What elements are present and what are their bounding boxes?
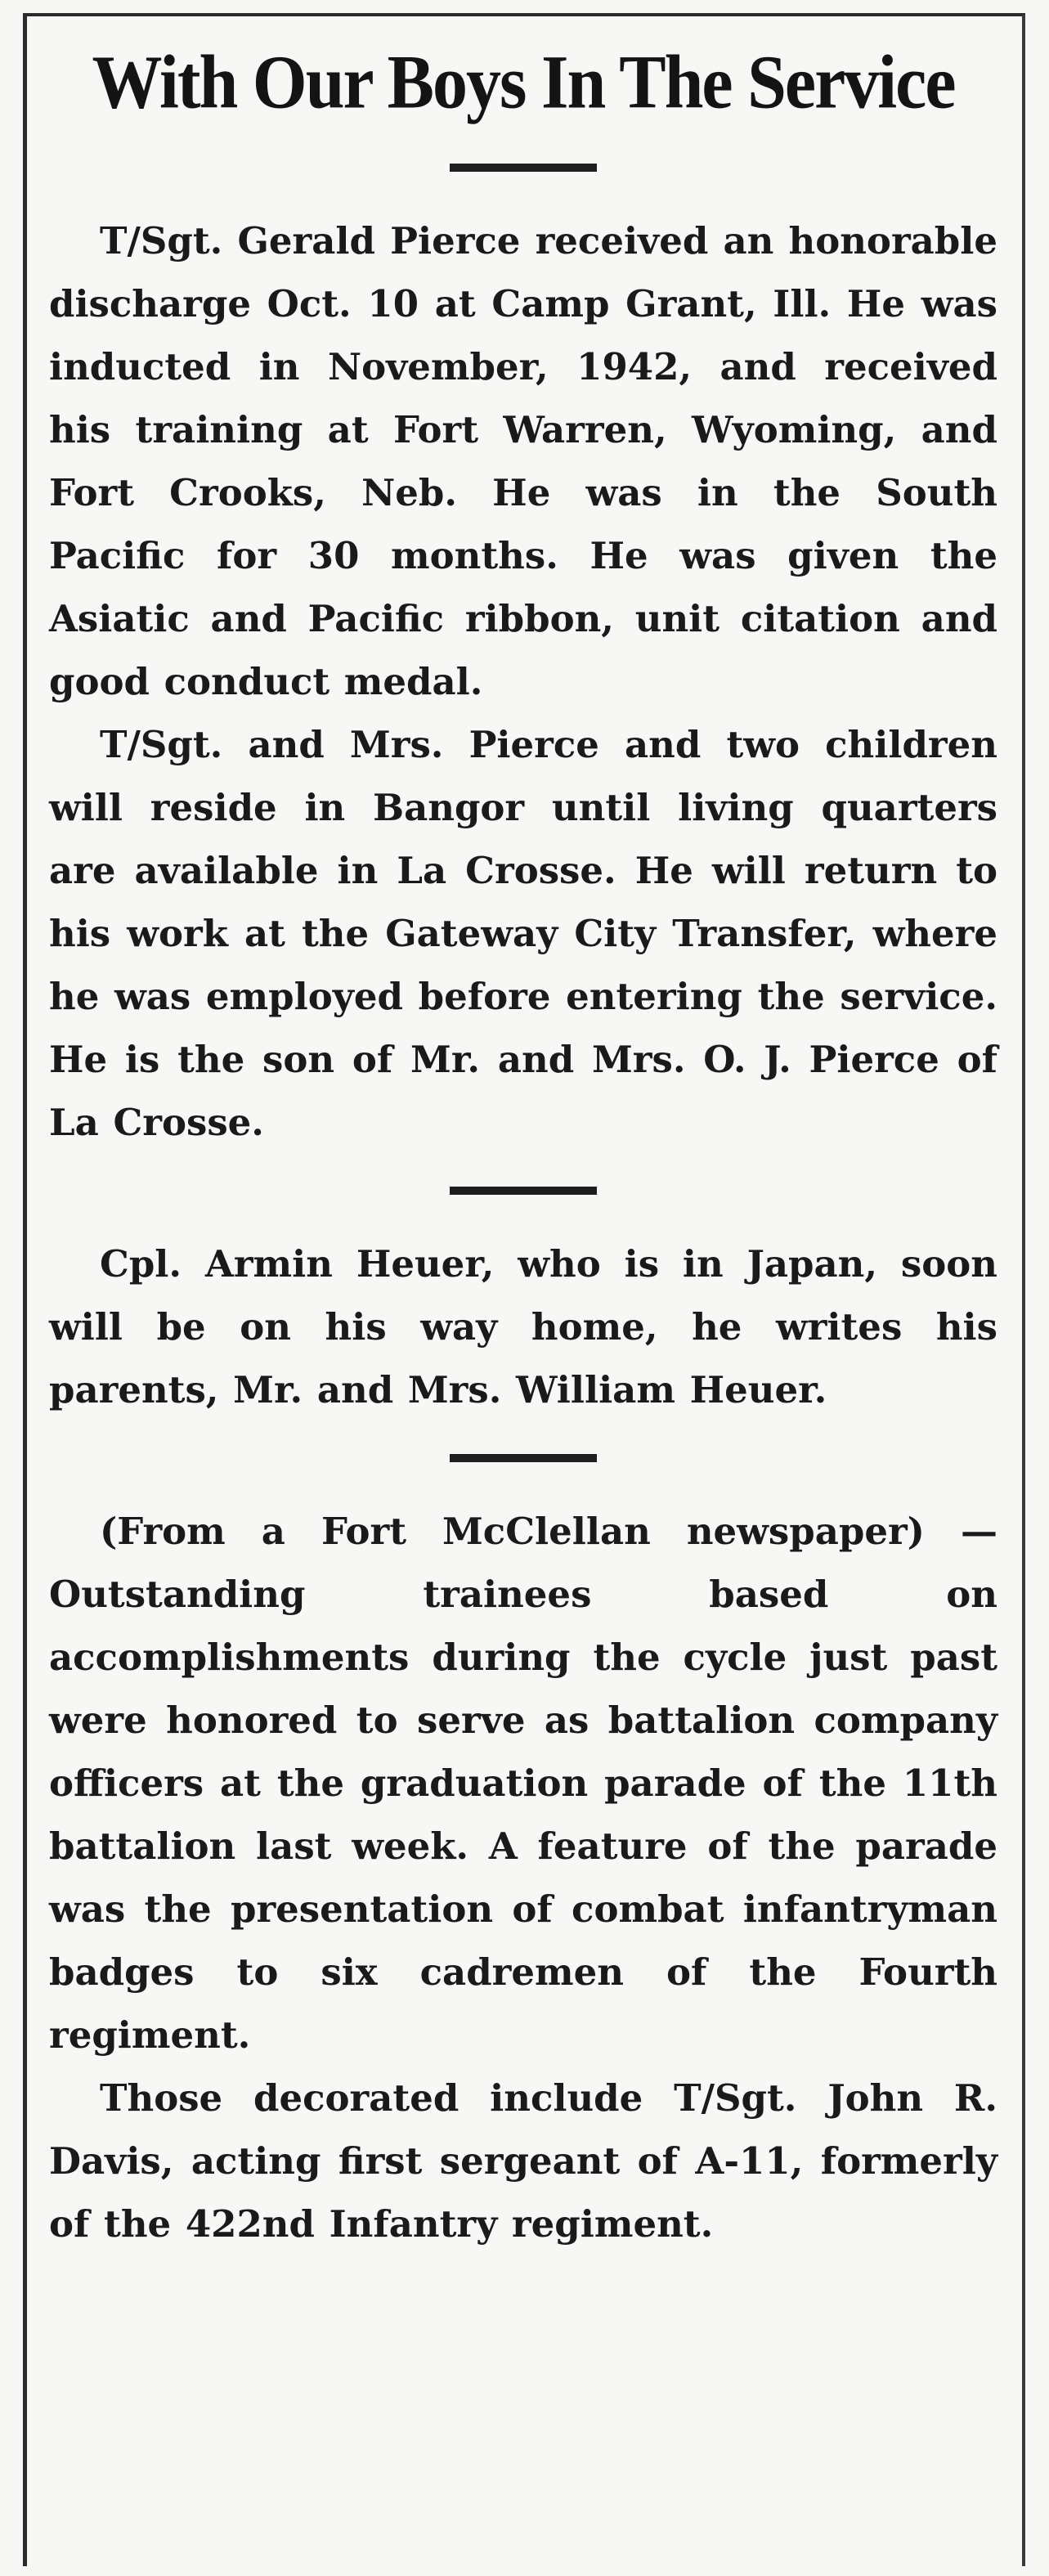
section-divider [450,1187,597,1195]
article-paragraph: Cpl. Armin Heuer, who is in Japan, soon will be on his way home, he writes his parents, Mr. and Mrs. William Heuer. [49,1242,997,1411]
top-border-rule [23,13,1025,16]
article-paragraph: (From a Fort McClellan newspaper) —Outstanding trainees based on accomplishments during the cycle just past were honored to serve as battalion company officers at the graduation parade of the 11th battalion last week. A feature of the parade was the presentation of combat infantryman badges to six cadremen of the Fourth regiment. [49,1510,997,2057]
section-divider [450,1454,597,1462]
article-paragraph: T/Sgt. and Mrs. Pierce and two children will reside in Bangor until living quarters are available in La Crosse. He will return to his work at the Gateway City Transfer, where he was employed before entering the service. He is the son of Mr. and Mrs. O. J. Pierce of La Crosse. [49,723,997,1144]
section-divider [450,164,597,172]
right-border-rule [1022,15,1025,2566]
article-column [49,33,997,2255]
headline: With Our Boys In The Service [92,39,955,124]
left-border-rule [23,15,27,2566]
article-paragraph: Those decorated include T/Sgt. John R. Davis, acting first sergeant of A-11, formerly of the 422nd Infantry regiment. [49,2076,997,2246]
article-paragraph: T/Sgt. Gerald Pierce received an honorable discharge Oct. 10 at Camp Grant, Ill. He was inducted in November, 1942, and received his training at Fort Warren, Wyoming, and Fort Crooks, Neb. He was in the South Pacific for 30 months. He was given the Asiatic and Pacific ribbon, unit citation and good conduct medal. [49,219,997,703]
